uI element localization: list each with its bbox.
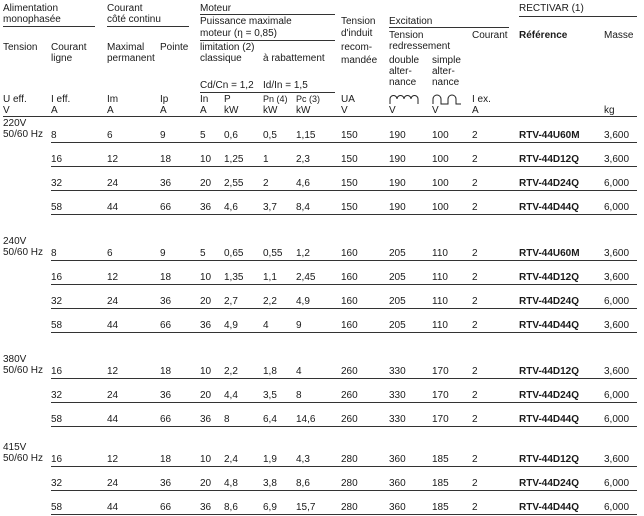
header-tension-red-2: redressement [389,41,451,52]
table-cell: 185 [432,502,449,513]
table-cell: 10 [200,154,212,165]
table-cell: 6,000 [604,202,630,213]
table-cell: 58 [51,502,63,513]
unit: A [107,105,114,116]
table-cell: 8 [296,390,302,401]
header-idin: Id/In = 1,5 [263,80,308,91]
row-rule [51,284,637,285]
table-cell: 16 [51,366,63,377]
table-cell: 16 [51,454,63,465]
table-cell: 330 [389,366,406,377]
table-cell: 24 [107,390,119,401]
table-cell: 1,35 [224,272,244,283]
symbol: Ip [160,94,169,105]
table-cell: 18 [160,154,172,165]
table-cell: 58 [51,320,63,331]
rule [107,26,189,27]
table-cell: 3,600 [604,130,630,141]
table-cell: 360 [389,454,406,465]
table-cell: 3,600 [604,320,630,331]
unit: kW [296,105,311,116]
table-cell: 6,000 [604,296,630,307]
unit: kW [263,105,278,116]
unit: V [432,105,439,116]
unit: V [389,105,396,116]
simple-alternance-icon [432,93,462,105]
table-cell: 150 [341,202,358,213]
table-cell: 2 [472,454,478,465]
row-rule [51,426,637,427]
header-moteur: Moteur [200,3,232,14]
table-cell: 44 [107,320,119,331]
table-cell: 2 [472,248,478,259]
table-cell: 330 [389,390,406,401]
table-cell: 9 [296,320,302,331]
row-rule [51,514,637,515]
unit: V [3,105,10,116]
row-rule [51,466,637,467]
table-cell: 8,6 [296,478,310,489]
reference-cell: RTV-44D44Q [519,202,580,213]
table-cell: 10 [200,366,212,377]
header-tension: Tension [3,42,38,53]
table-cell: 2 [472,296,478,307]
table-cell: 2,3 [296,154,310,165]
table-cell: 16 [51,272,63,283]
table-cell: 1,2 [296,248,310,259]
reference-cell: RTV-44D44Q [519,414,580,425]
table-cell: 16 [51,154,63,165]
table-cell: 2 [472,154,478,165]
reference-cell: RTV-44D24Q [519,178,580,189]
table-cell: 6,000 [604,178,630,189]
table-cell: 44 [107,202,119,213]
table-cell: 18 [160,454,172,465]
table-cell: 190 [389,154,406,165]
symbol: Pc (3) [296,94,321,104]
reference-cell: RTV-44U60M [519,130,580,141]
header-maximal-1: Maximal [107,42,145,53]
table-cell: 12 [107,366,119,377]
table-cell: 1,1 [263,272,277,283]
rule [200,14,335,15]
unit: kW [224,105,239,116]
table-cell: 0,6 [224,130,238,141]
table-cell: 2,2 [263,296,277,307]
header-double-1: double [389,55,420,66]
unit: A [472,105,479,116]
header-maximal-2: permanent [107,53,155,64]
table-cell: 2 [472,502,478,513]
table-cell: 36 [160,178,172,189]
table-cell: 150 [341,154,358,165]
header-pointe: Pointe [160,42,189,53]
table-cell: 360 [389,478,406,489]
reference-cell: RTV-44D12Q [519,154,580,165]
table-cell: 150 [341,178,358,189]
header-tension-induit-1: Tension [341,16,376,27]
table-cell: 4,4 [224,390,238,401]
symbol: Im [107,94,119,105]
header-simple-1: simple [432,55,461,66]
table-cell: 4,3 [296,454,310,465]
table-cell: 12 [107,154,119,165]
table-cell: 8 [224,414,230,425]
table-cell: 170 [432,366,449,377]
table-cell: 32 [51,390,63,401]
table-cell: 4,8 [224,478,238,489]
table-cell: 3,8 [263,478,277,489]
table-cell: 4,9 [224,320,238,331]
symbol: Pn (4) [263,94,288,104]
table-cell: 36 [200,320,212,331]
row-rule [51,402,637,403]
table-cell: 100 [432,178,449,189]
table-cell: 36 [200,502,212,513]
table-cell: 170 [432,390,449,401]
table-cell: 2 [472,366,478,377]
header-courant-continu-1: Courant [107,3,143,14]
table-cell: 100 [432,202,449,213]
header-reference: Référence [519,30,568,41]
row-rule [51,214,637,215]
table-cell: 9 [160,130,166,141]
table-cell: 32 [51,478,63,489]
table-cell: 44 [107,502,119,513]
table-cell: 360 [389,502,406,513]
table-cell: 5 [200,248,206,259]
table-cell: 58 [51,414,63,425]
symbol: P [224,94,231,105]
header-double-2: alter- [389,66,412,77]
table-cell: 185 [432,478,449,489]
double-alternance-icon [389,93,419,105]
table-cell: 44 [107,414,119,425]
table-cell: 20 [200,390,212,401]
row-rule [51,260,637,261]
table-cell: 10 [200,272,212,283]
table-cell: 2 [472,478,478,489]
unit: A [51,105,58,116]
table-cell: 12 [107,454,119,465]
header-alimentation-1: Alimentation [3,3,59,14]
table-cell: 1,9 [263,454,277,465]
table-cell: 160 [341,296,358,307]
group-frequency: 50/60 Hz [3,247,44,258]
table-cell: 280 [341,454,358,465]
table-cell: 160 [341,272,358,283]
table-cell: 110 [432,248,448,259]
table-cell: 3,600 [604,272,630,283]
table-cell: 4 [296,366,302,377]
table-cell: 20 [200,478,212,489]
header-courant-excitation: Courant [472,30,508,41]
table-cell: 24 [107,478,119,489]
reference-cell: RTV-44U60M [519,248,580,259]
table-cell: 8,4 [296,202,310,213]
table-cell: 110 [432,296,448,307]
table-cell: 3,600 [604,248,630,259]
symbol: U eff. [3,94,27,105]
header-puissance-1: Puissance maximale [200,16,292,27]
table-cell: 18 [160,366,172,377]
table-cell: 8 [51,248,57,259]
table-cell: 2,7 [224,296,238,307]
table-cell: 6,000 [604,478,630,489]
row-rule [51,378,637,379]
reference-cell: RTV-44D12Q [519,272,580,283]
table-cell: 14,6 [296,414,316,425]
header-alimentation-2: monophasée [3,14,61,25]
group-voltage: 240V [3,236,27,247]
group-frequency: 50/60 Hz [3,129,44,140]
table-cell: 2 [472,130,478,141]
header-simple-3: nance [432,77,460,88]
unit: A [160,105,167,116]
table-cell: 3,600 [604,366,630,377]
table-cell: 2,2 [224,366,238,377]
table-cell: 1,15 [296,130,316,141]
rule [519,16,637,17]
group-voltage: 220V [3,118,27,129]
table-cell: 190 [389,178,406,189]
header-rabattement: à rabattement [263,53,325,64]
reference-cell: RTV-44D24Q [519,390,580,401]
table-cell: 6,000 [604,414,630,425]
unit: V [341,105,348,116]
table-cell: 280 [341,502,358,513]
table-cell: 100 [432,154,449,165]
table-cell: 2,55 [224,178,244,189]
header-double-3: nance [389,77,417,88]
table-cell: 190 [389,202,406,213]
table-cell: 190 [389,130,406,141]
table-cell: 66 [160,414,172,425]
row-rule [51,166,637,167]
row-rule [51,142,637,143]
table-cell: 160 [341,320,358,331]
table-cell: 4,6 [296,178,310,189]
table-cell: 9 [160,248,166,259]
reference-cell: RTV-44D24Q [519,478,580,489]
table-cell: 6,000 [604,390,630,401]
table-cell: 2 [472,272,478,283]
table-cell: 15,7 [296,502,316,513]
row-rule [51,308,637,309]
table-cell: 0,65 [224,248,244,259]
table-cell: 260 [341,390,358,401]
row-rule [51,332,637,333]
table-cell: 3,7 [263,202,277,213]
header-simple-2: alter- [432,66,455,77]
header-cdcn: Cd/Cn = 1,2 [200,80,254,91]
table-cell: 1,8 [263,366,277,377]
table-cell: 8 [51,130,57,141]
header-rectivar: RECTIVAR (1) [519,3,584,14]
table-cell: 110 [432,272,448,283]
table-cell: 185 [432,454,449,465]
group-frequency: 50/60 Hz [3,453,44,464]
table-cell: 2 [472,414,478,425]
table-cell: 2,45 [296,272,316,283]
table-cell: 3,5 [263,390,277,401]
symbol: UA [341,94,355,105]
table-cell: 1 [263,154,269,165]
table-cell: 36 [160,296,172,307]
table-cell: 20 [200,296,212,307]
table-cell: 18 [160,272,172,283]
header-courant-ligne-1: Courant [51,42,87,53]
table-cell: 58 [51,202,63,213]
table-cell: 160 [341,248,358,259]
table-cell: 20 [200,178,212,189]
symbol: I ex. [472,94,491,105]
table-cell: 66 [160,502,172,513]
table-cell: 3,600 [604,454,630,465]
reference-cell: RTV-44D24Q [519,296,580,307]
table-cell: 4,9 [296,296,310,307]
table-cell: 0,5 [263,130,277,141]
table-cell: 6 [107,248,113,259]
row-rule [51,490,637,491]
table-cell: 1,25 [224,154,244,165]
table-cell: 8,6 [224,502,238,513]
header-tension-induit-2: d'induit [341,28,373,39]
reference-cell: RTV-44D44Q [519,502,580,513]
table-cell: 36 [160,390,172,401]
table-cell: 36 [200,414,212,425]
header-masse: Masse [604,30,634,41]
table-cell: 10 [200,454,212,465]
header-courant-ligne-2: ligne [51,53,73,64]
header-tension-red-1: Tension [389,30,424,41]
reference-cell: RTV-44D44Q [519,320,580,331]
group-frequency: 50/60 Hz [3,365,44,376]
table-cell: 330 [389,414,406,425]
table-cell: 2 [472,178,478,189]
unit: kg [604,105,615,116]
table-cell: 36 [160,478,172,489]
table-cell: 66 [160,202,172,213]
group-voltage: 415V [3,442,27,453]
table-cell: 5 [200,130,206,141]
symbol: In [200,94,209,105]
table-cell: 32 [51,296,63,307]
header-excitation: Excitation [389,16,433,27]
table-cell: 205 [389,296,406,307]
table-cell: 66 [160,320,172,331]
rule [3,116,637,117]
table-cell: 2,4 [224,454,238,465]
rule [3,26,95,27]
table-cell: 4 [263,320,269,331]
rule [200,92,335,93]
table-cell: 6,000 [604,502,630,513]
table-cell: 24 [107,296,119,307]
table-cell: 2 [263,178,269,189]
header-limitation: limitation (2) [200,42,255,53]
header-tension-induit-4: mandée [341,55,378,66]
table-cell: 100 [432,130,449,141]
table-cell: 6,9 [263,502,277,513]
table-cell: 260 [341,366,358,377]
symbol: I eff. [51,94,71,105]
header-puissance-2: moteur (η = 0,85) [200,28,277,39]
table-cell: 6 [107,130,113,141]
row-rule [51,190,637,191]
table-cell: 2 [472,320,478,331]
table-cell: 3,600 [604,154,630,165]
table-cell: 110 [432,320,448,331]
table-cell: 32 [51,178,63,189]
table-cell: 12 [107,272,119,283]
table-cell: 2 [472,202,478,213]
table-cell: 6,4 [263,414,277,425]
table-cell: 260 [341,414,358,425]
table-cell: 205 [389,272,406,283]
reference-cell: RTV-44D12Q [519,454,580,465]
table-cell: 280 [341,478,358,489]
table-cell: 205 [389,320,406,331]
group-voltage: 380V [3,354,27,365]
table-cell: 4,6 [224,202,238,213]
table-cell: 24 [107,178,119,189]
header-tension-induit-3: recom- [341,42,373,53]
rule [389,27,509,28]
header-classique: classique [200,53,242,64]
table-cell: 2 [472,390,478,401]
unit: A [200,105,207,116]
table-cell: 0,55 [263,248,283,259]
table-cell: 36 [200,202,212,213]
table-cell: 170 [432,414,449,425]
reference-cell: RTV-44D12Q [519,366,580,377]
header-courant-continu-2: côté continu [107,14,161,25]
table-cell: 150 [341,130,358,141]
table-cell: 205 [389,248,406,259]
rule [200,40,335,41]
